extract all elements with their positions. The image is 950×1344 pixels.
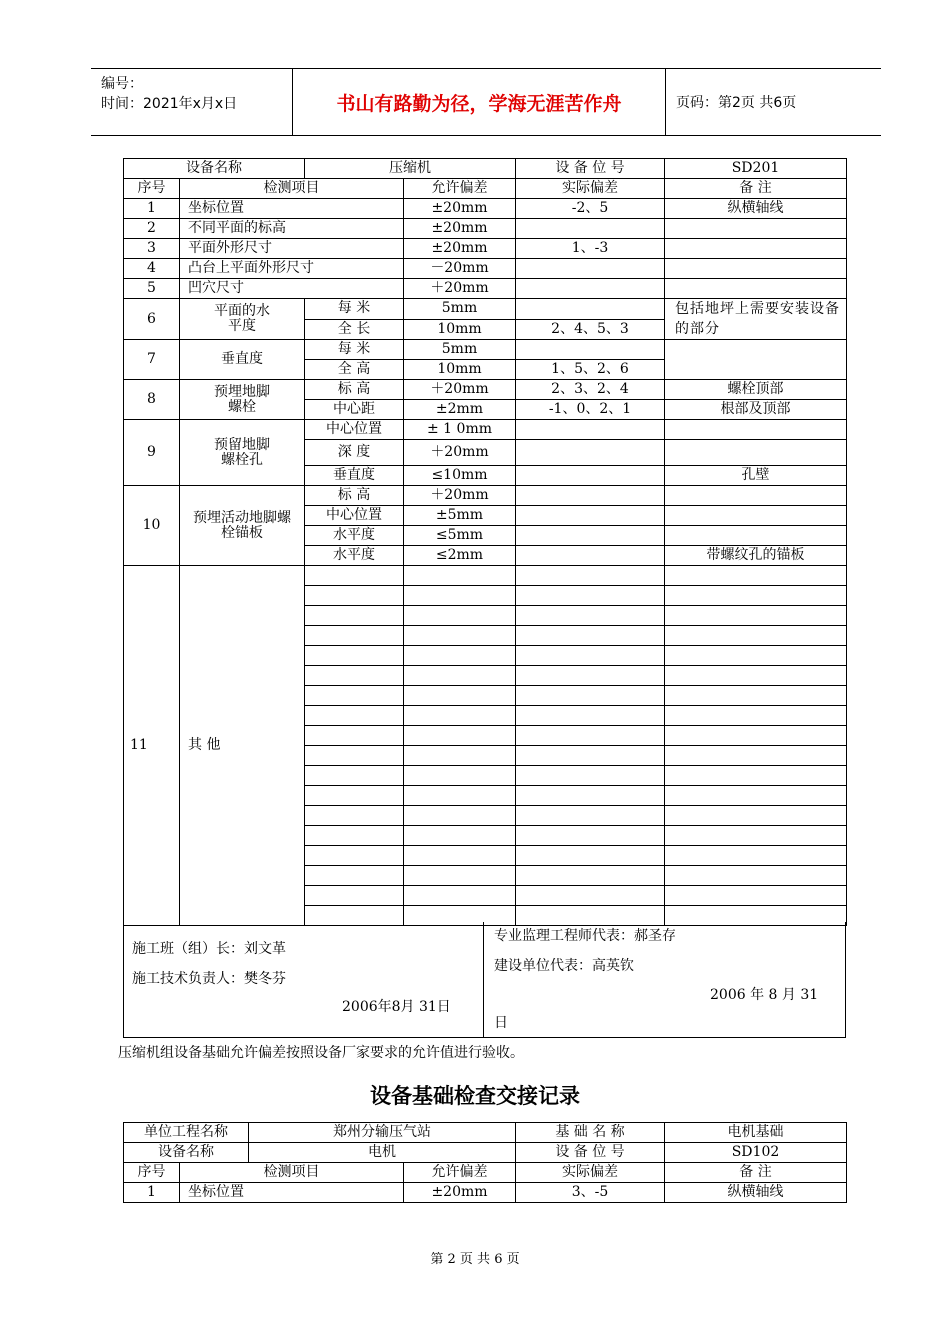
col-header-remark: 备 注 [665,1163,847,1183]
row-subitem: 每 米 [305,299,404,320]
row-remark [665,279,847,299]
table-row [124,420,847,440]
row-remark [665,486,847,506]
row-allow: ±20mm [404,199,516,219]
col-header-allow: 允许偏差 [404,179,516,199]
unit-name: 郑州分输压气站 [249,1123,516,1143]
row-allow: 10mm [404,319,516,340]
row-item: 凹穴尺寸 [180,279,404,299]
sign-date-right-day: 日 [494,1015,508,1031]
row-remark [665,219,847,239]
supervisor: 专业监理工程师代表：郝圣存 [494,928,676,944]
row-actual [516,526,665,546]
doc-time: 时间：2021年x月x日 [101,96,238,112]
row-subitem: 全 高 [305,360,404,380]
row-actual [516,279,665,299]
device-pos-label: 设 备 位 号 [516,1143,665,1163]
row-no: 3 [124,239,180,259]
table-row [124,259,847,279]
row-item: 平面外形尺寸 [180,239,404,259]
row-item: 不同平面的标高 [180,219,404,239]
table-row [124,219,847,239]
row-subitem: 中心位置 [305,506,404,526]
row-allow: ＋20mm [404,279,516,299]
col-header-item: 检测项目 [180,179,404,199]
row-actual [516,506,665,526]
row-remark: 根部及顶部 [665,400,847,420]
table-row [124,239,847,259]
col-header-item: 检测项目 [180,1163,404,1183]
row-actual: 2、4、5、3 [516,319,665,340]
row-no: 4 [124,259,180,279]
row-actual: 2、3、2、4 [516,380,665,400]
row-allow: ±2mm [404,400,516,420]
device-name-label: 设备名称 [124,1143,249,1163]
row-subitem: 中心距 [305,400,404,420]
row-remark [665,420,847,440]
device-pos: SD201 [665,159,847,179]
col-header-no: 序号 [124,179,180,199]
row-actual: 1、-3 [516,239,665,259]
row-actual [516,440,665,466]
row-subitem: 水平度 [305,526,404,546]
row-no: 1 [124,199,180,219]
row-allow: 5mm [404,299,516,320]
page-footer: 第 2 页 共 6 页 [430,1252,520,1267]
row-actual: -1、0、2、1 [516,400,665,420]
row-allow: ±20mm [404,239,516,259]
row-remark: 纵横轴线 [665,1183,847,1203]
row-subitem: 垂直度 [305,466,404,486]
row-no: 2 [124,219,180,239]
signature-contractor [123,922,484,1038]
row-actual [516,259,665,279]
device-pos-label: 设 备 位 号 [516,159,665,179]
row-subitem: 标 高 [305,380,404,400]
row-subitem: 深 度 [305,440,404,466]
inspection-table-motor [123,1122,847,1203]
table-row [124,199,847,219]
row-no: 8 [124,380,180,420]
row-subitem: 水平度 [305,546,404,566]
row-remark [665,340,847,380]
row-actual [516,219,665,239]
row-allow: 10mm [404,360,516,380]
row-remark: 包括地坪上需要安装设备的部分 [665,299,847,340]
doc-code-label: 编号： [101,76,143,92]
col-header-no: 序号 [124,1163,180,1183]
row-remark: 纵横轴线 [665,199,847,219]
row-actual [516,486,665,506]
row-item: 其 他 [180,566,305,926]
table-row [124,1183,847,1203]
device-pos: SD102 [665,1143,847,1163]
row-actual: 3、-5 [516,1183,665,1203]
signature-supervisor [483,922,846,1038]
section-title: 设备基础检查交接记录 [370,1084,580,1108]
row-allow: ＋20mm [404,380,516,400]
row-actual: -2、5 [516,199,665,219]
row-subitem: 全 长 [305,319,404,340]
table-header-row [124,1163,847,1183]
table-row [124,159,847,179]
row-actual: 1、5、2、6 [516,360,665,380]
row-item: 平面的水平度 [180,299,305,340]
col-header-actual: 实际偏差 [516,1163,665,1183]
page-header [91,68,881,136]
row-no: 6 [124,299,180,340]
row-remark: 带螺纹孔的锚板 [665,546,847,566]
team-leader: 施工班（组）长：刘文革 [132,941,286,957]
row-subitem: 中心位置 [305,420,404,440]
table-row [124,1123,847,1143]
row-actual [516,299,665,320]
acceptance-note: 压缩机组设备基础允许偏差按照设备厂家要求的允许值进行验收。 [118,1045,524,1061]
col-header-actual: 实际偏差 [516,179,665,199]
row-remark: 孔壁 [665,466,847,486]
row-subitem: 标 高 [305,486,404,506]
row-remark [665,259,847,279]
table-row [124,566,847,586]
header-meta [91,69,293,135]
row-actual [516,420,665,440]
row-no: 1 [124,1183,180,1203]
header-motto: 书山有路勤为径，学海无涯苦作舟 [293,69,666,135]
row-remark: 螺栓顶部 [665,380,847,400]
row-allow: ≤5mm [404,526,516,546]
table-row [124,279,847,299]
col-header-allow: 允许偏差 [404,1163,516,1183]
row-allow: ±20mm [404,1183,516,1203]
device-name: 压缩机 [305,159,516,179]
table-row [124,380,847,400]
owner-rep: 建设单位代表：高英钦 [494,958,634,974]
row-no: 5 [124,279,180,299]
row-actual [516,340,665,360]
row-item: 预埋活动地脚螺栓锚板 [180,486,305,566]
row-allow: ＋20mm [404,486,516,506]
tech-lead: 施工技术负责人：樊冬芬 [132,971,286,987]
row-allow: ＋20mm [404,440,516,466]
unit-label: 单位工程名称 [124,1123,249,1143]
row-no: 7 [124,340,180,380]
device-name-label: 设备名称 [124,159,305,179]
row-allow: ±20mm [404,219,516,239]
row-item: 垂直度 [180,340,305,380]
row-item: 预埋地脚螺栓 [180,380,305,420]
row-item: 坐标位置 [180,1183,404,1203]
row-no: 9 [124,420,180,486]
table-row [124,340,847,360]
table-row [124,1143,847,1163]
base-name: 电机基础 [665,1123,847,1143]
row-allow: ≤10mm [404,466,516,486]
row-actual [516,546,665,566]
row-remark [665,506,847,526]
header-page-info: 页码：第2页 共6页 [676,95,797,111]
row-actual [516,466,665,486]
row-remark [665,239,847,259]
row-item: 预留地脚螺栓孔 [180,420,305,486]
table-row [124,299,847,320]
row-allow: 5mm [404,340,516,360]
row-subitem: 每 米 [305,340,404,360]
row-allow: －20mm [404,259,516,279]
sign-date-left: 2006年8月 31日 [342,999,451,1015]
inspection-table-compressor [123,158,847,926]
row-allow: ≤2mm [404,546,516,566]
row-no: 11 [124,566,180,926]
table-row [124,486,847,506]
row-allow: ± 1 0mm [404,420,516,440]
row-allow: ±5mm [404,506,516,526]
base-label: 基 础 名 称 [516,1123,665,1143]
device-name: 电机 [249,1143,516,1163]
sign-date-right: 2006 年 8 月 31 [710,987,819,1003]
row-remark [665,526,847,546]
row-item: 坐标位置 [180,199,404,219]
row-no: 10 [124,486,180,566]
col-header-remark: 备 注 [665,179,847,199]
row-item: 凸台上平面外形尺寸 [180,259,404,279]
table-header-row [124,179,847,199]
row-remark [665,440,847,466]
